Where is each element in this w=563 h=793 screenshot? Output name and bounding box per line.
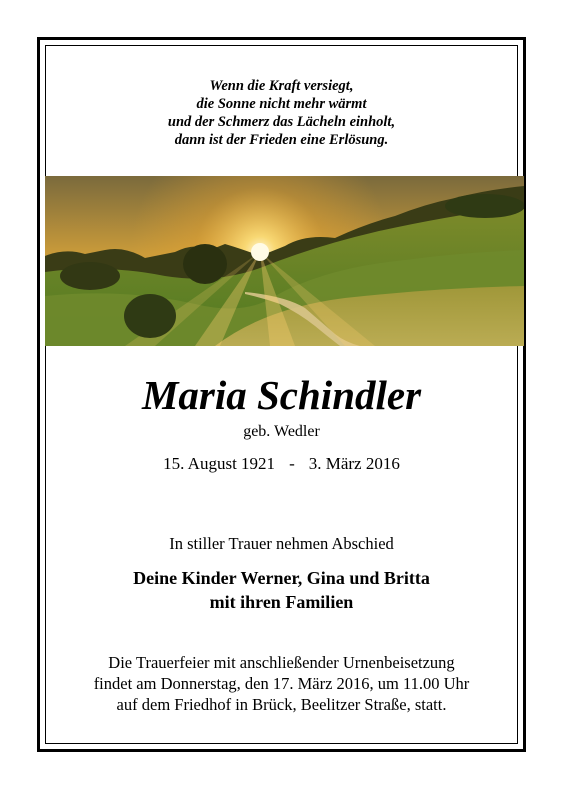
birth-date: 15. August 1921 — [163, 454, 276, 473]
service-line: findet am Donnerstag, den 17. März 2016, um 11.00 Uhr — [93, 674, 470, 693]
poem — [45, 77, 518, 149]
service-line: auf dem Friedhof in Brück, Beelitzer Straße, statt. — [116, 695, 447, 714]
sunset-landscape-image — [45, 176, 524, 346]
mourners — [45, 566, 518, 614]
poem-line: und der Schmerz das Lächeln einholt, — [167, 114, 396, 130]
poem-line: die Sonne nicht mehr wärmt — [196, 96, 367, 112]
maiden-name: geb. Wedler — [243, 423, 320, 440]
life-dates — [45, 453, 518, 475]
poem-line: Wenn die Kraft versiegt, — [209, 78, 354, 94]
poem-line: dann ist der Frieden eine Erlösung. — [174, 132, 389, 148]
service-info — [45, 652, 518, 715]
deceased-name: Maria Schindler — [141, 372, 422, 418]
farewell-text: In stiller Trauer nehmen Abschied — [169, 534, 394, 553]
death-date: 3. März 2016 — [308, 454, 400, 473]
service-line: Die Trauerfeier mit anschließender Urnenbeisetzung — [108, 653, 455, 672]
date-separator: - — [289, 454, 295, 473]
mourners-line: mit ihren Familien — [209, 592, 354, 612]
mourners-line: Deine Kinder Werner, Gina und Britta — [133, 568, 430, 588]
